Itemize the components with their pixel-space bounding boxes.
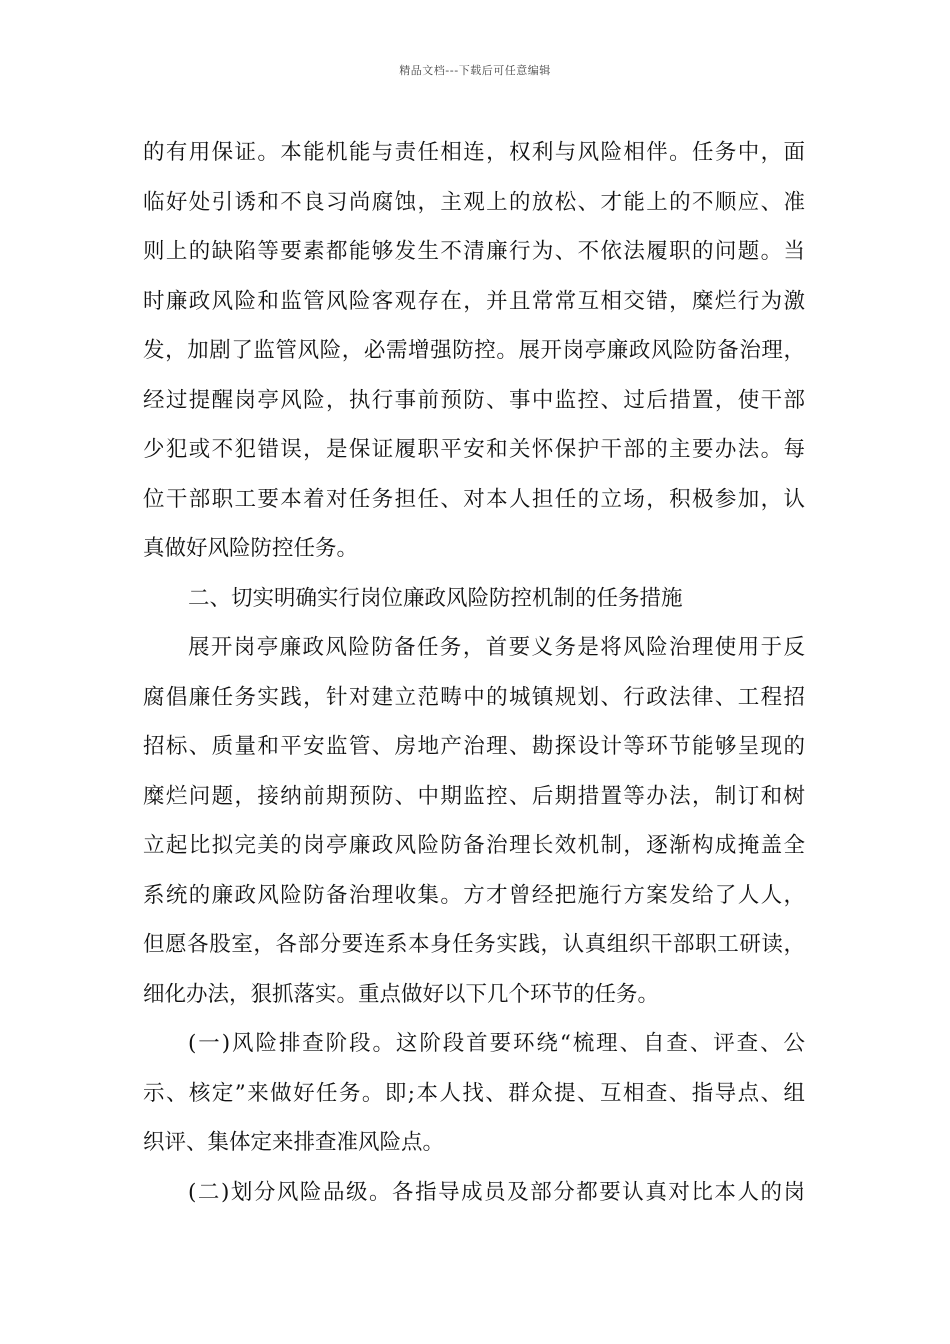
section-heading: 二、切实明确实行岗位廉政风险防控机制的任务措施: [188, 585, 683, 611]
body-line: (二)划分风险品级。各指导成员及部分都要认真对比本人的岗: [188, 1179, 805, 1205]
page-header: 精品文档---下载后可任意编辑: [399, 64, 551, 77]
body-line: 位干部职工要本着对任务担任、对本人担任的立场，积极参加，认: [143, 486, 805, 512]
body-line: 织评、集体定来排查准风险点。: [143, 1130, 445, 1155]
body-line: 立起比拟完美的岗亭廉政风险防备治理长效机制，逐渐构成掩盖全: [143, 833, 805, 858]
body-line: 发，加剧了监管风险，必需增强防控。展开岗亭廉政风险防备治理，: [143, 338, 805, 363]
body-line: 真做好风险防控任务。: [143, 536, 359, 561]
body-line: 系统的廉政风险防备治理收集。方才曾经把施行方案发给了人人，: [143, 882, 805, 908]
body-line: 招标、质量和平安监管、房地产治理、勘探设计等环节能够呈现的: [143, 734, 805, 759]
body-line: 经过提醒岗亭风险，执行事前预防、事中监控、过后措置，使干部: [143, 387, 805, 413]
body-line: 则上的缺陷等要素都能够发生不清廉行为、不依法履职的问题。当: [143, 239, 805, 264]
document-body: [143, 128, 805, 1217]
body-line: 腐倡廉任务实践，针对建立范畴中的城镇规划、行政法律、工程招: [143, 684, 805, 710]
body-line: 的有用保证。本能机能与责任相连，权利与风险相伴。任务中，面: [143, 140, 805, 165]
body-line: 示、核定”来做好任务。即;本人找、群众提、互相查、指导点、组: [143, 1080, 805, 1106]
body-line: 但愿各股室，各部分要连系本身任务实践，认真组织干部职工研读，: [143, 932, 805, 957]
body-line: 临好处引诱和不良习尚腐蚀，主观上的放松、才能上的不顺应、准: [143, 189, 805, 215]
body-line: (一)风险排查阶段。这阶段首要环绕“梳理、自查、评查、公: [188, 1031, 805, 1056]
body-line: 展开岗亭廉政风险防备任务，首要义务是将风险治理使用于反: [188, 635, 805, 660]
body-line: 糜烂问题，接纳前期预防、中期监控、后期措置等办法，制订和树: [143, 783, 805, 809]
body-line: 少犯或不犯错误，是保证履职平安和关怀保护干部的主要办法。每: [143, 437, 805, 462]
body-line: 时廉政风险和监管风险客观存在，并且常常互相交错，糜烂行为激: [143, 288, 805, 314]
body-line: 细化办法，狠抓落实。重点做好以下几个环节的任务。: [143, 981, 660, 1007]
